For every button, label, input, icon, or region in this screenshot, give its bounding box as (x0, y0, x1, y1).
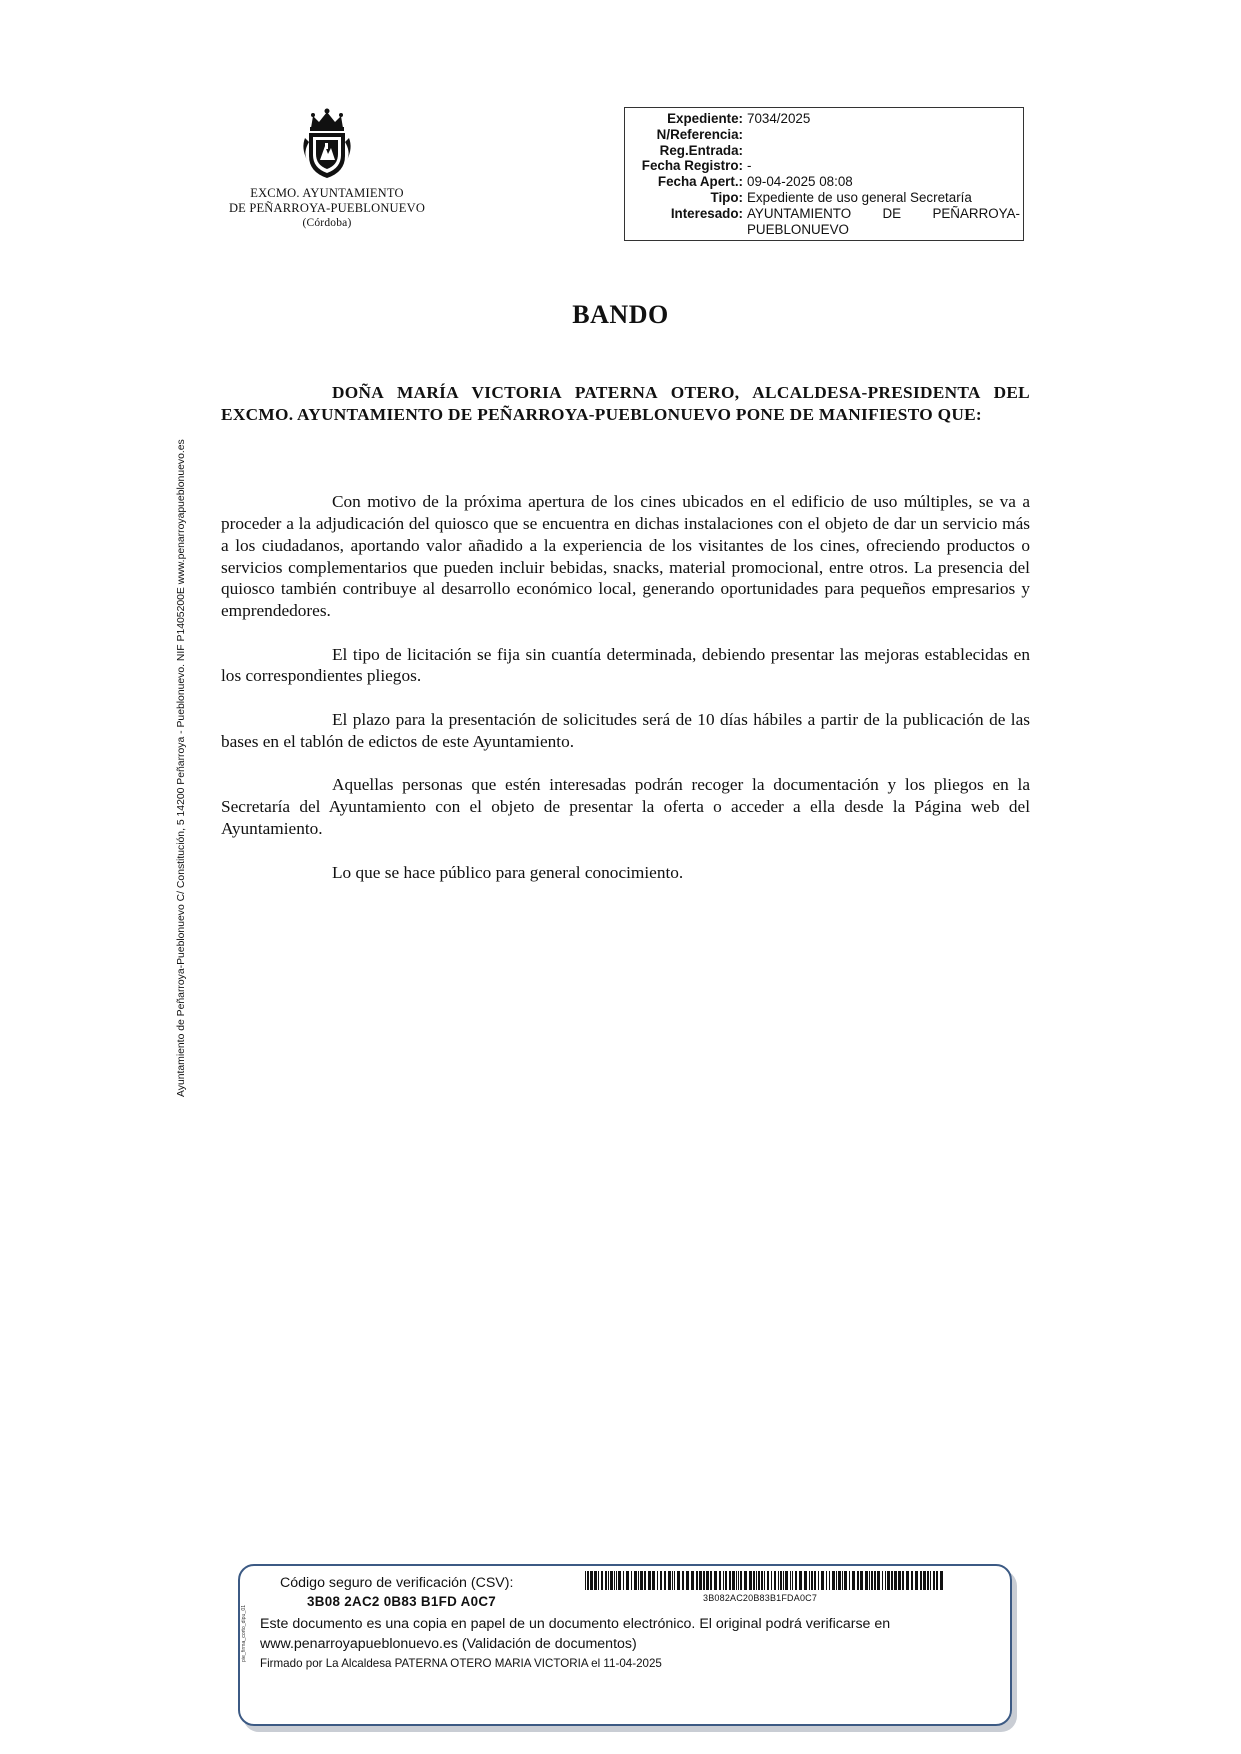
logo-line-3: (Córdoba) (302, 217, 352, 229)
barcode-bar (869, 1571, 870, 1590)
barcode-bar (804, 1571, 807, 1590)
barcode-bar (648, 1571, 651, 1590)
barcode-bar (640, 1571, 643, 1590)
barcode-bar (906, 1571, 909, 1590)
barcode-bar (616, 1571, 617, 1590)
barcode-bar (764, 1571, 765, 1590)
fecha-registro-label: Fecha Registro: (641, 158, 743, 174)
interesado-value-line1: AYUNTAMIENTO DE PEÑARROYA- (747, 205, 1020, 221)
barcode-bar (832, 1571, 835, 1590)
body-paragraph: Con motivo de la próxima apertura de los cines ubicados en el edificio de uso múltiples, se va a proceder a la adjudicación del quiosco que se encuentra en dichas instalaciones con el objeto de dar un servicio más a los ciudadanos, aportando valor añadido a la experiencia de los visitantes de los cines, ofreciendo productos o servicios complementarios que pueden incluir bebidas, snacks, material promocional, entre otros. La presencia del quiosco también contribuye al desarrollo económico local, generando oportunidades para pequeños empresarios y emprendedores. (221, 492, 1030, 620)
expediente-value: 7034/2025 (747, 111, 811, 126)
body-paragraph: Aquellas personas que estén interesadas podrán recoger la documentación y los pliegos en la Secretaría del Ayuntamiento con el objeto de presentar la oferta o acceder a ella desde la Página web del Ayuntamiento. (221, 775, 1030, 838)
barcode-bar (714, 1571, 717, 1590)
referencia-label: N/Referencia: (656, 126, 743, 142)
barcode-bar (838, 1571, 841, 1590)
fecha-registro-row (625, 158, 1020, 174)
barcode-bar (767, 1571, 769, 1590)
barcode-bar (778, 1571, 779, 1590)
verification-description (260, 1614, 960, 1654)
barcode-bar (706, 1571, 709, 1590)
expediente-label: Expediente: (667, 111, 743, 126)
barcode-bar (657, 1571, 658, 1590)
barcode-bar (753, 1571, 755, 1590)
barcode-bar (610, 1571, 613, 1590)
barcode-bar (618, 1571, 621, 1590)
barcode-bar (811, 1571, 813, 1590)
footer-vertical-code: pie_firma_corto_dipu_01 (241, 1604, 247, 1662)
barcode-bar (826, 1571, 827, 1590)
tipo-row (625, 190, 1020, 206)
barcode-bar (829, 1571, 830, 1590)
barcode-bar (590, 1571, 593, 1590)
expediente-row (625, 111, 1020, 127)
barcode-bar (738, 1571, 739, 1590)
barcode-bar (923, 1571, 926, 1590)
reg-entrada-value (743, 143, 1020, 159)
barcode-bar (920, 1571, 922, 1590)
interesado-value-line2: PUEBLONUEVO (747, 221, 849, 237)
barcode-bar (857, 1571, 859, 1590)
barcode-bar (849, 1571, 850, 1590)
barcode-bar (915, 1571, 918, 1590)
barcode-bar (677, 1571, 680, 1590)
barcode-bar (652, 1571, 655, 1590)
referencia-row (625, 127, 1020, 143)
document-heading: DOÑA MARÍA VICTORIA PATERNA OTERO, ALCALDESA-PRESIDENTA DEL EXCMO. AYUNTAMIENTO DE PEÑARROYA-PUEBLONUEVO PONE DE MANIFIESTO QUE: (221, 383, 1030, 424)
barcode-bar (771, 1571, 772, 1590)
fecha-apertura-value: 09-04-2025 08:08 (747, 174, 853, 190)
reg-entrada-row (625, 143, 1020, 159)
barcode-bar (744, 1571, 747, 1590)
tipo-value: Expediente de uso general Secretaría (747, 189, 972, 205)
barcode-bar (664, 1571, 666, 1590)
verification-description-line1: Este documento es una copia en papel de un documento electrónico. El original podrá verificarse en (260, 1616, 891, 1632)
barcode-bar (911, 1571, 913, 1590)
body-paragraph: El plazo para la presentación de solicitudes será de 10 días hábiles a partir de la publicación de las bases en el tablón de edictos de este Ayuntamiento. (221, 710, 1030, 751)
barcode-bar (927, 1571, 929, 1590)
logo-line-2: DE PEÑARROYA-PUEBLONUEVO (228, 201, 426, 215)
barcode-bar (936, 1571, 938, 1590)
barcode-bar (614, 1571, 615, 1590)
barcode-bar (783, 1571, 784, 1590)
barcode-bar (933, 1571, 935, 1590)
barcode-bar (598, 1571, 599, 1590)
csv-label: Código seguro de verificación (CSV): (280, 1575, 514, 1591)
barcode-bar (774, 1571, 776, 1590)
signature-line: Firmado por La Alcaldesa PATERNA OTERO MARIA VICTORIA el 11-04-2025 (260, 1657, 662, 1670)
fecha-registro-value: - (747, 158, 752, 174)
barcode-bar (691, 1571, 694, 1590)
barcode-bar (795, 1571, 797, 1590)
verification-footer (238, 1564, 1012, 1726)
barcode-bar (703, 1571, 705, 1590)
barcode-bar (601, 1571, 603, 1590)
barcode-bar (710, 1571, 712, 1590)
barcode-bar (674, 1571, 675, 1590)
barcode-bar (699, 1571, 702, 1590)
document-body (221, 382, 1030, 883)
barcode-bar (844, 1571, 847, 1590)
barcode-bar (587, 1571, 589, 1590)
barcode-bar (732, 1571, 735, 1590)
barcode-bar (821, 1571, 824, 1590)
barcode-bar (644, 1571, 646, 1590)
barcode-bar (696, 1571, 698, 1590)
barcode-text: 3B082AC20B83B1FDA0C7 (703, 1593, 818, 1603)
barcode-bar (623, 1571, 624, 1590)
barcode-bar (860, 1571, 863, 1590)
barcode-bar (756, 1571, 757, 1590)
barcode-bar (608, 1571, 609, 1590)
barcode-bar (749, 1571, 752, 1590)
barcode-bar (842, 1571, 843, 1590)
barcode-bar (885, 1571, 886, 1590)
barcode-bar (799, 1571, 802, 1590)
referencia-value (743, 127, 1020, 143)
barcode-bar (736, 1571, 737, 1590)
body-paragraph: El tipo de licitación se fija sin cuantía determinada, debiendo presentar las mejoras establecidas en los correspondientes pliegos. (221, 644, 1030, 686)
barcode-bar (660, 1571, 662, 1590)
barcode-bar (874, 1571, 876, 1590)
fecha-apertura-label: Fecha Apert.: (657, 174, 743, 190)
barcode-bar (729, 1571, 731, 1590)
barcode-bar (792, 1571, 793, 1590)
barcode-bar (761, 1571, 763, 1590)
barcode-bar (585, 1571, 586, 1590)
barcode-bar (809, 1571, 810, 1590)
barcode-bar (638, 1571, 639, 1590)
barcode-bar (836, 1571, 837, 1590)
barcode-bar (785, 1571, 788, 1590)
barcode-bar (814, 1571, 816, 1590)
barcode-bar (790, 1571, 791, 1590)
barcode-bar (672, 1571, 673, 1590)
barcode-bar (898, 1571, 901, 1590)
barcode-bar (894, 1571, 897, 1590)
barcode-bar (594, 1571, 597, 1590)
barcode-bar (723, 1571, 724, 1590)
expediente-box (624, 107, 1024, 241)
barcode-bar (758, 1571, 760, 1590)
barcode-icon (585, 1571, 945, 1590)
tipo-label: Tipo: (710, 189, 743, 205)
barcode-bar (891, 1571, 893, 1590)
document-title: BANDO (572, 300, 669, 329)
coat-of-arms-icon (299, 108, 355, 180)
fecha-apertura-row (625, 174, 1020, 190)
barcode-bar (818, 1571, 819, 1590)
barcode-bar (930, 1571, 931, 1590)
barcode-bar (887, 1571, 890, 1590)
barcode-bar (668, 1571, 671, 1590)
barcode-bar (852, 1571, 855, 1590)
barcode-bar (740, 1571, 742, 1590)
verification-description-line2: www.penarroyapueblonuevo.es (Validación de documentos) (260, 1636, 637, 1652)
side-address-text: Ayuntamiento de Peñarroya-Pueblonuevo C/ Constitución, 5 14200 Peñarroya - Pueblonuevo. NIF P1405200E www.penarroyapueblonuevo.es (176, 439, 187, 1097)
municipal-logo (222, 108, 432, 231)
body-paragraph: Lo que se hace público para general conocimiento. (332, 862, 684, 882)
barcode-bar (605, 1571, 607, 1590)
logo-line-1: EXCMO. AYUNTAMIENTO (250, 186, 404, 200)
barcode-bar (871, 1571, 873, 1590)
barcode-bar (877, 1571, 880, 1590)
barcode-bar (631, 1571, 632, 1590)
barcode-bar (725, 1571, 727, 1590)
interesado-value (743, 206, 1020, 238)
interesado-row (625, 206, 1020, 238)
interesado-label: Interesado: (670, 205, 743, 221)
barcode-bar (902, 1571, 904, 1590)
barcode-bar (626, 1571, 629, 1590)
barcode-bar (634, 1571, 637, 1590)
barcode-bar (940, 1571, 943, 1590)
csv-code: 3B08 2AC2 0B83 B1FD A0C7 (307, 1594, 497, 1609)
barcode-bar (719, 1571, 721, 1590)
reg-entrada-label: Reg.Entrada: (659, 142, 743, 158)
barcode-bar (686, 1571, 689, 1590)
barcode-bar (882, 1571, 883, 1590)
barcode-bar (780, 1571, 782, 1590)
barcode-bar (682, 1571, 684, 1590)
barcode-bar (865, 1571, 868, 1590)
